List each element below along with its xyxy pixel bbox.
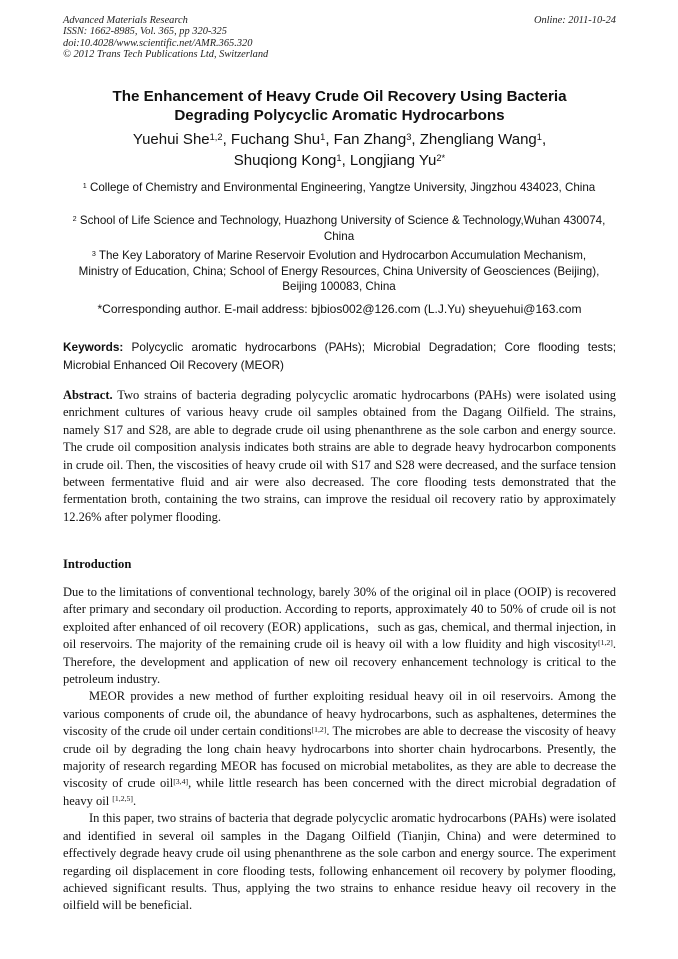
corresponding-author: *Corresponding author. E-mail address: bjbios002@126.com (L.J.Yu) sheyuehui@163.com	[97, 302, 582, 316]
journal-name: Advanced Materials Research	[63, 15, 188, 26]
affiliation-number: 1	[82, 180, 87, 190]
issn-line: ISSN: 1662-8985, Vol. 365, pp 320-325	[63, 26, 227, 38]
abstract-label: Abstract.	[63, 388, 113, 402]
author-affil-sup: 1,2	[209, 131, 223, 142]
author-line-1: Yuehui She$^{1,2}$, Fuchang Shu$^1$, Fan Zhang$^3$, Zhengliang Wang$^1$,	[132, 131, 547, 148]
author-line-2: Shuqiong Kong$^1$, Longjiang $Yu^{2*}$	[233, 152, 446, 169]
affiliation-2	[72, 213, 606, 244]
author-name: Shuqiong Kong	[233, 152, 337, 169]
journal-header	[63, 15, 616, 60]
intro-text: Due to the limitations of conventional technology, barely 30% of the original oil in place (OOIP) is recovered after primary and secondary oil production. According to reports, approximately 40 to 50% of crude oil is not exploited after enhanced of oil recovery (EOR) applications，such as gas, chemical, and thermal injection, in oil reservoirs. The majority of the remaining crude oil is heavy oil with a low fluidity and high viscosity	[63, 585, 616, 652]
keywords-text: Polycyclic aromatic hydrocarbons (PAHs); Microbial Degradation; Core flooding tests; Microbial Enhanced Oil Recovery (MEOR)	[63, 340, 616, 372]
author-list	[63, 129, 616, 171]
author-affil-sup: 1	[320, 131, 326, 142]
abstract	[63, 387, 616, 526]
copyright-line: © 2012 Trans Tech Publications Ltd, Switzerland	[63, 48, 269, 60]
intro-text: , while little research has been concerned with the direct microbial degradation of heavy oil	[63, 776, 616, 808]
author-affil-sup: 1	[336, 152, 342, 163]
intro-text: MEOR provides a new method of further exploiting residual heavy oil in oil reservoirs. Among the various components of crude oil, the abundance of heavy hydrocarbons, such as asphaltenes, determines the viscosity of the crude oil under certain conditions	[63, 689, 616, 739]
author-affil-sup: 3	[406, 131, 412, 142]
author-name: Zhengliang Wang	[419, 131, 537, 148]
intro-paragraph-1	[63, 584, 616, 688]
introduction-body	[63, 584, 616, 915]
paper-title	[63, 88, 616, 125]
affiliation-number: 2	[72, 213, 77, 223]
citation: [3,4]	[173, 776, 189, 786]
intro-text: . The microbes are able to decrease the viscosity of heavy crude oil by degrading the long chain heavy hydrocarbons into shorter chain hydrocarbons. Presently, the majority of research regarding MEOR has focused on microbial metabolites, as they are able to decrease the viscosity of crude oil	[63, 724, 616, 791]
author-name: Fan Zhang	[333, 131, 407, 148]
author-name: Longjiang Yu	[349, 152, 437, 169]
title-line-2: Degrading Polycyclic Aromatic Hydrocarbons	[174, 106, 505, 124]
intro-paragraph-3: In this paper, two strains of bacteria that degrade polycyclic aromatic hydrocarbons (PAHs) were isolated and identified in several oil samples in the Dagang Oilfield (Tianjin, China) and were determined to effectively degrade heavy crude oil using phenanthrene as the sole carbon and energy source. The experiment regarding oil displacement in core flooding tests, following enhancement oil recovery by polymer flooding, achieved significant results. Thus, applying the two strains to enhance residue heavy oil recovery in the oilfield will be beneficial.	[63, 811, 616, 913]
affiliation-text: The Key Laboratory of Marine Reservoir Evolution and Hydrocarbon Accumulation Mechanism, Ministry of Education, China; School of Energy Resources, China University of Geosciences (Beijing), Beijing 100083, China	[78, 249, 600, 293]
intro-text: . Therefore, the development and application of new oil recovery enhancement technology is critical to the petroleum industry.	[63, 637, 616, 687]
affiliation-1	[72, 180, 606, 196]
intro-paragraph-2	[63, 688, 616, 810]
affiliation-text: College of Chemistry and Environmental Engineering, Yangtze University, Jingzhou 434023, China	[89, 181, 596, 194]
citation: [1,2,5]	[112, 794, 133, 804]
author-affil-sup: 2*	[436, 152, 446, 163]
abstract-text: Two strains of bacteria degrading polycyclic aromatic hydrocarbons (PAHs) were isolated using enrichment cultures of various heavy crude oil samples obtained from the Dagang Oilfield. The strains, namely S17 and S28, are able to degrade crude oil using phenanthrene as the sole carbon and energy source. The crude oil composition analysis indicates both strains are able to degrade heavy hydrocarbon components in crude oil. Then, the viscosities of heavy crude oil with S17 and S28 were decreased, and the surface tension between fermentative fluid and air were also decreased. The core flooding tests demonstrated that the fermentation broth, containing the two strains, can improve the residual oil recovery ratio by approximately 12.26% after polymer flooding.	[63, 388, 616, 524]
keywords-label: Keywords:	[63, 340, 124, 354]
intro-text: .	[132, 793, 137, 808]
affiliation-text: School of Life Science and Technology, Huazhong University of Science & Technology,Wuhan 430074, China	[79, 214, 606, 243]
keywords	[63, 339, 616, 374]
doi-line: doi:10.4028/www.scientific.net/AMR.365.320	[63, 37, 253, 49]
author-name: Yuehui She	[132, 131, 210, 148]
online-date: Online: 2011-10-24	[533, 15, 616, 26]
author-affil-sup: 1	[536, 131, 542, 142]
citation: [1,2]	[598, 637, 613, 647]
introduction-heading: Introduction	[63, 557, 132, 571]
author-name: Fuchang Shu	[230, 131, 321, 148]
affiliation-3	[72, 248, 606, 295]
affiliation-number: 3	[91, 248, 96, 258]
citation: [1,2]	[311, 724, 327, 734]
title-line-1: The Enhancement of Heavy Crude Oil Recovery Using Bacteria	[112, 88, 567, 105]
